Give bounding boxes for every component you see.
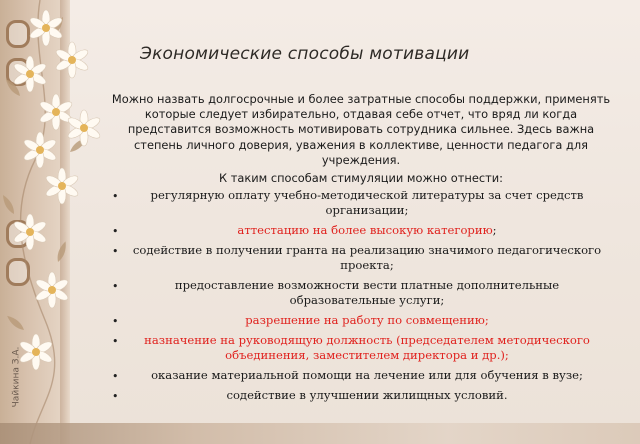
list-item: [100, 313, 620, 328]
bullet-icon: •: [112, 225, 119, 238]
bullet-icon: •: [112, 335, 119, 348]
slide-title: Экономические способы мотивации: [140, 44, 470, 64]
bullet-icon: •: [112, 190, 119, 203]
motivation-methods-list: [100, 188, 620, 408]
white-daisy-icon: [18, 334, 53, 370]
bullet-icon: •: [112, 280, 119, 293]
list-item: [100, 388, 620, 403]
bullet-icon: •: [112, 390, 119, 403]
white-daisy-icon: [22, 132, 57, 168]
bullet-icon: •: [112, 315, 119, 328]
author-watermark: Чайкина З.А.: [11, 346, 22, 408]
white-daisy-icon: [12, 214, 47, 250]
list-item: [100, 188, 620, 218]
list-item: [100, 333, 620, 363]
list-item: [100, 278, 620, 308]
list-item-text: оказание материальной помощи на лечение или для обучения в вузе;: [151, 368, 583, 382]
list-item-text: назначение на руководящую должность (председателем методического объединения, заместителем директора и др.);: [144, 333, 590, 362]
intro-paragraph: Можно назвать долгосрочные и более затратные способы поддержки, применять которые следует избирательно, отдавая себе отчет, что вряд ли когда представится возможность мотивировать сотрудника сильнее. Здесь важна степень личного доверия, уважения в коллективе, ценности педагога для учреждения.: [111, 92, 611, 167]
list-item-text: содействие в получении гранта на реализацию значимого педагогического проекта;: [132, 243, 602, 272]
white-daisy-icon: [44, 168, 79, 204]
list-item-text: регулярную оплату учебно-методической литературы за счет средств организации;: [150, 188, 584, 217]
list-item-text: предоставление возможности вести платные дополнительные образовательные услуги;: [174, 278, 560, 307]
bullet-icon: •: [112, 245, 119, 258]
bullet-icon: •: [112, 370, 119, 383]
list-item: [100, 223, 620, 238]
white-daisy-icon: [38, 94, 73, 130]
white-daisy-icon: [66, 110, 101, 146]
list-item-text: аттестацию на более высокую категорию: [237, 223, 493, 237]
list-item-text: содействие в улучшении жилищных условий.: [226, 388, 508, 402]
list-intro: К таким способам стимуляции можно отнести:: [219, 171, 503, 185]
white-daisy-icon: [54, 42, 89, 78]
list-item: [100, 368, 620, 383]
list-item-text: разрешение на работу по совмещению;: [245, 313, 489, 327]
list-item: [100, 243, 620, 273]
list-item-punctuation: ;: [492, 223, 497, 237]
white-daisy-icon: [34, 272, 69, 308]
bottom-decorative-strip: [0, 423, 640, 444]
